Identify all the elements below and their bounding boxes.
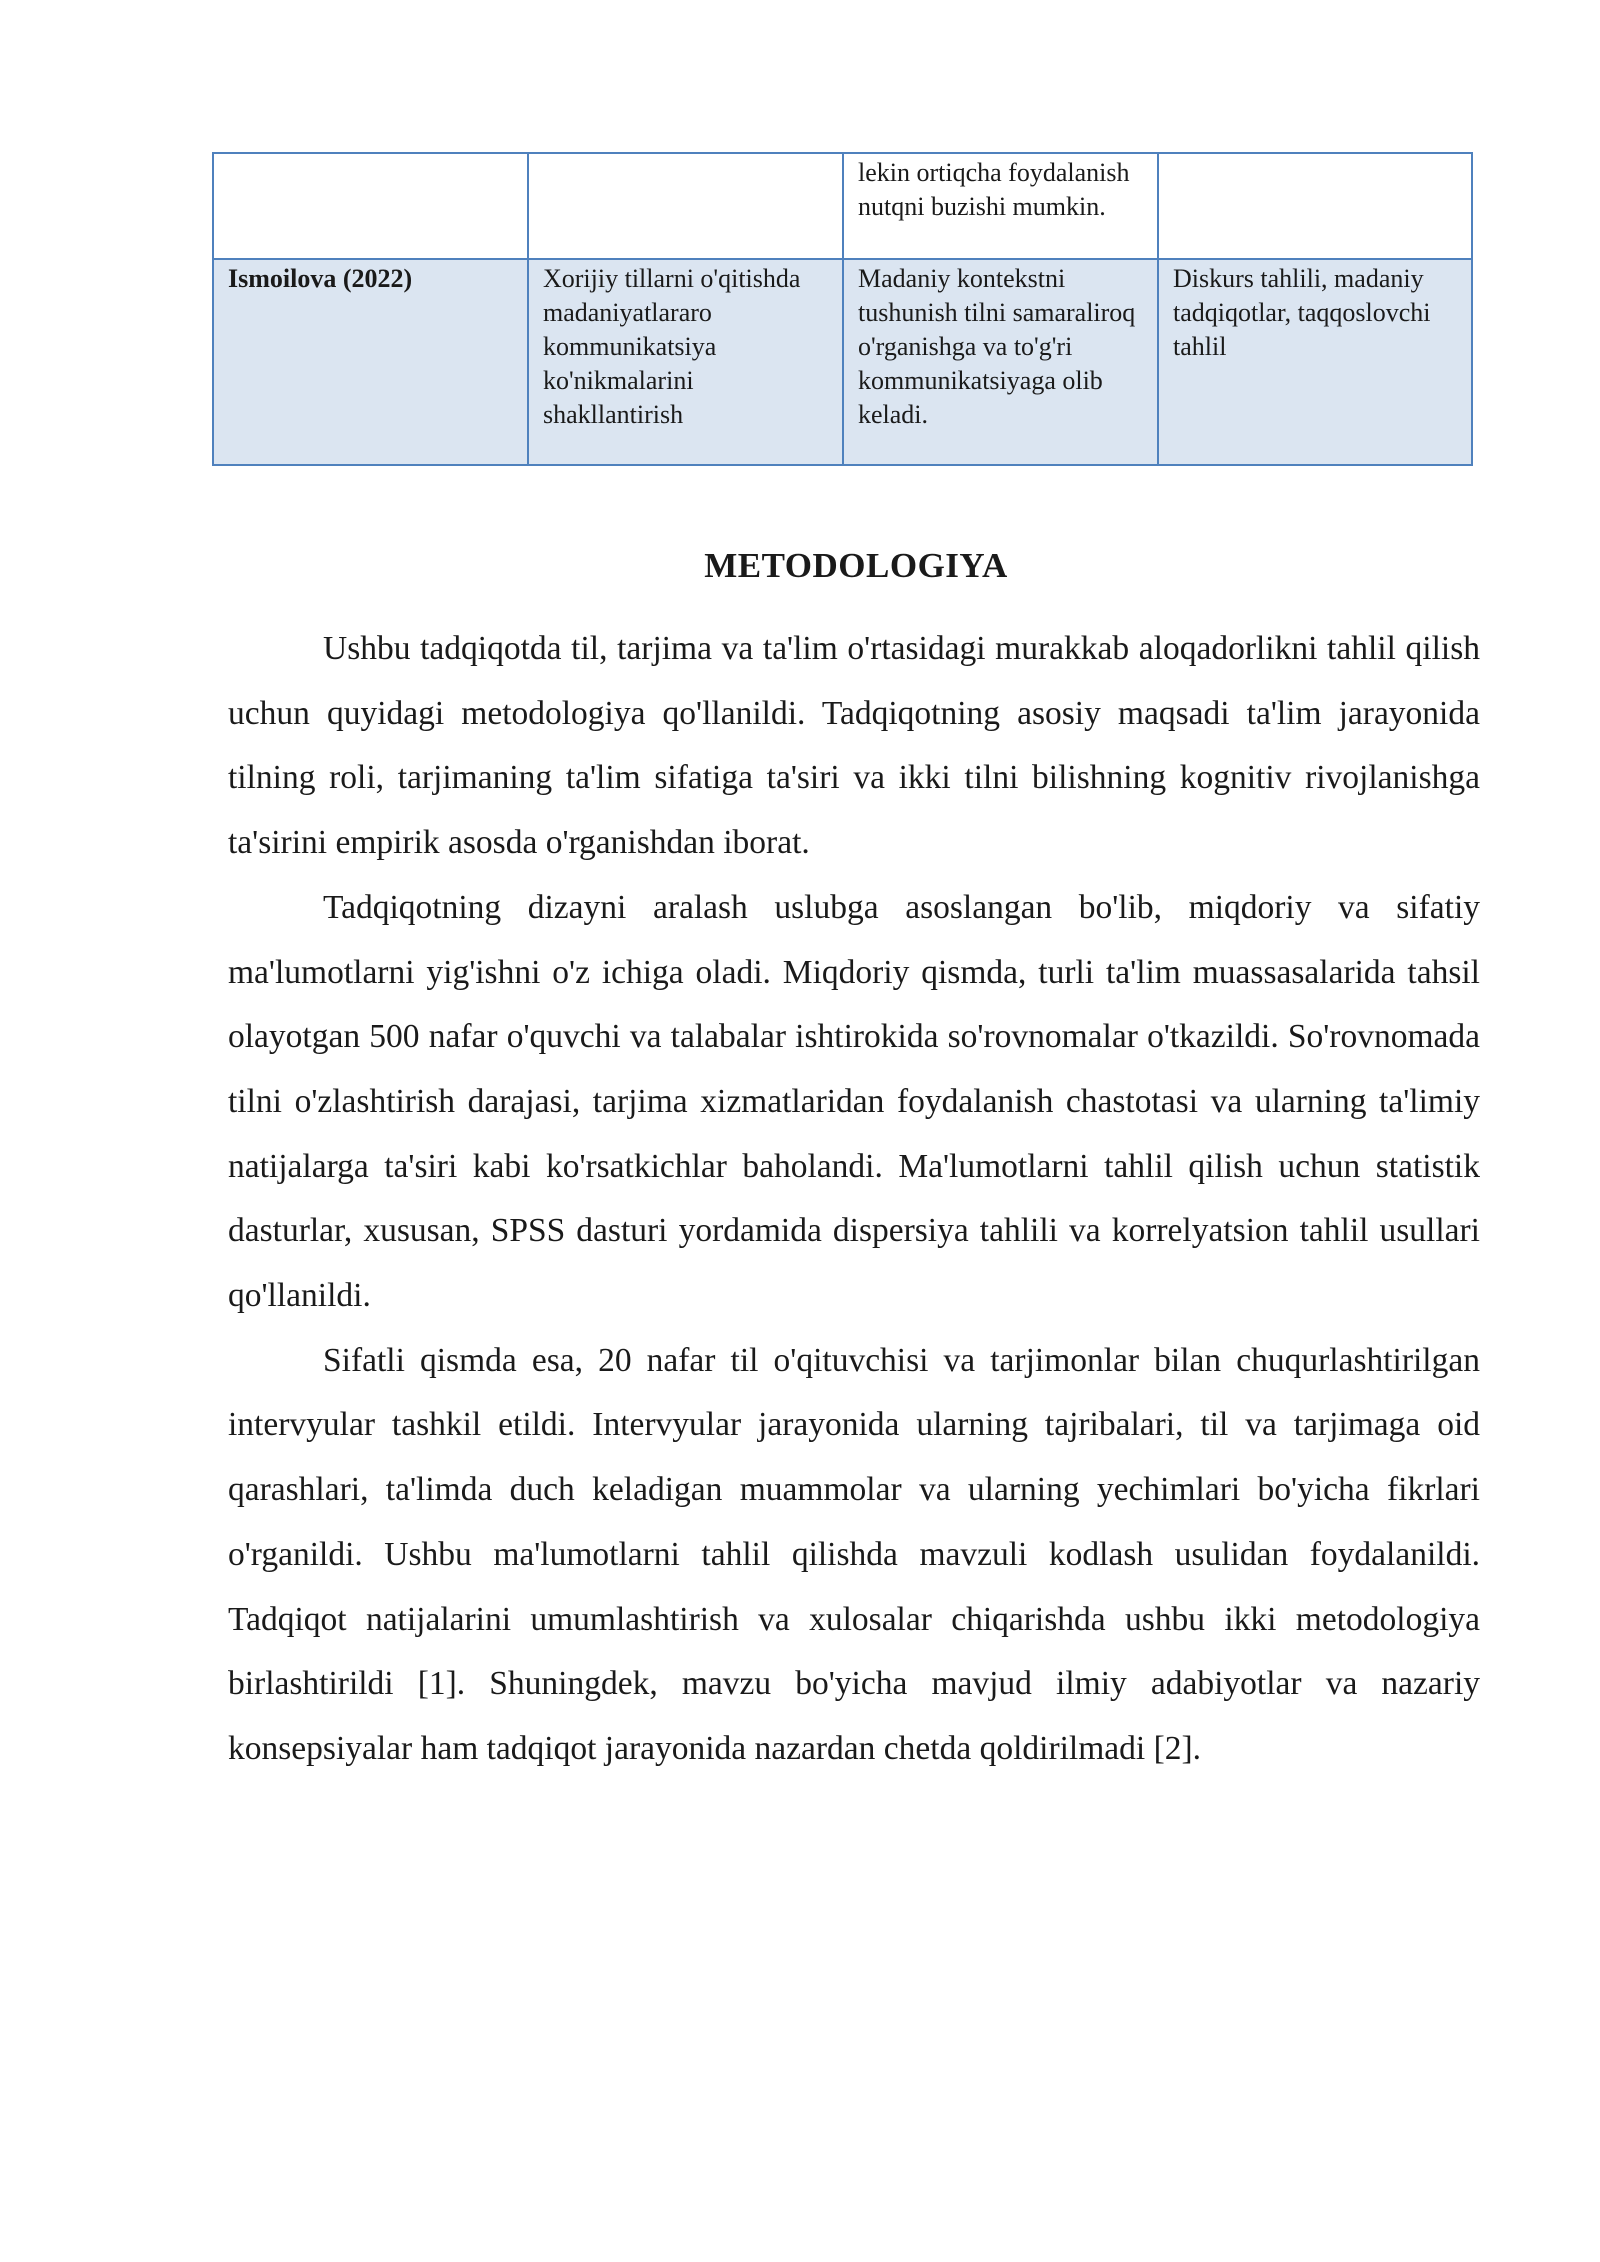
table-row [213, 153, 1472, 259]
section-body [228, 617, 1480, 1782]
table-cell-author: Ismoilova (2022) [213, 259, 528, 465]
table-cell-author [213, 153, 528, 259]
table-cell-focus: Xorijiy tillarni o'qitishda madaniyatlararo kommunikatsiya ko'nikmalarini shakllantirish [528, 259, 843, 465]
paragraph: Sifatli qismda esa, 20 nafar til o'qituvchisi va tarjimonlar bilan chuqurlashtirilgan intervyular tashkil etildi. Intervyular jarayonida ularning tajribalari, til va tarjimaga oid qarashlari, ta'limda duch keladigan muammolar va ularning yechimlari bo'yicha fikrlari o'rganildi. Ushbu ma'lumotlarni tahlil qilishda mavzuli kodlash usulidan foydalanildi. Tadqiqot natijalarini umumlashtirish va xulosalar chiqarishda ushbu ikki metodologiya birlashtirildi [1]. Shuningdek, mavzu bo'yicha mavjud ilmiy adabiyotlar va nazariy konsepsiyalar ham tadqiqot jarayonida nazardan chetda qoldirilmadi [2]. [228, 1341, 1480, 1767]
paragraph: Ushbu tadqiqotda til, tarjima va ta'lim o'rtasidagi murakkab aloqadorlikni tahlil qilish uchun quyidagi metodologiya qo'llanildi. Tadqiqotning asosiy maqsadi ta'lim jarayonida tilning roli, tarjimaning ta'lim sifatiga ta'siri va ikki tilni bilishning kognitiv rivojlanishga ta'sirini empirik asosda o'rganishdan iborat. [228, 630, 1480, 862]
table-cell-method [1158, 153, 1472, 259]
table-cell-focus [528, 153, 843, 259]
paragraph: Tadqiqotning dizayni aralash uslubga asoslangan bo'lib, miqdoriy va sifatiy ma'lumotlarni yig'ishni o'z ichiga oladi. Miqdoriy qismda, turli ta'lim muassasalarida tahsil olayotgan 500 nafar o'quvchi va talabalar ishtirokida so'rovnomalar o'tkazildi. So'rovnomada tilni o'zlashtirish darajasi, tarjima xizmatlaridan foydalanish chastotasi va ularning ta'limiy natijalarga ta'siri kabi ko'rsatkichlar baholandi. Ma'lumotlarni tahlil qilish uchun statistik dasturlar, xususan, SPSS dasturi yordamida dispersiya tahlili va korrelyatsion tahlil usullari qo'llanildi. [228, 888, 1480, 1315]
table-row [213, 259, 1472, 465]
table-cell-finding: Madaniy kontekstni tushunish tilni samaraliroq o'rganishga va to'g'ri kommunikatsiyaga olib keladi. [843, 259, 1158, 465]
table-cell-method: Diskurs tahlili, madaniy tadqiqotlar, taqqoslovchi tahlil [1158, 259, 1472, 465]
literature-table [212, 152, 1473, 466]
section-heading: METODOLOGIYA [704, 546, 1008, 585]
table-cell-finding: lekin ortiqcha foydalanish nutqni buzishi mumkin. [843, 153, 1158, 259]
